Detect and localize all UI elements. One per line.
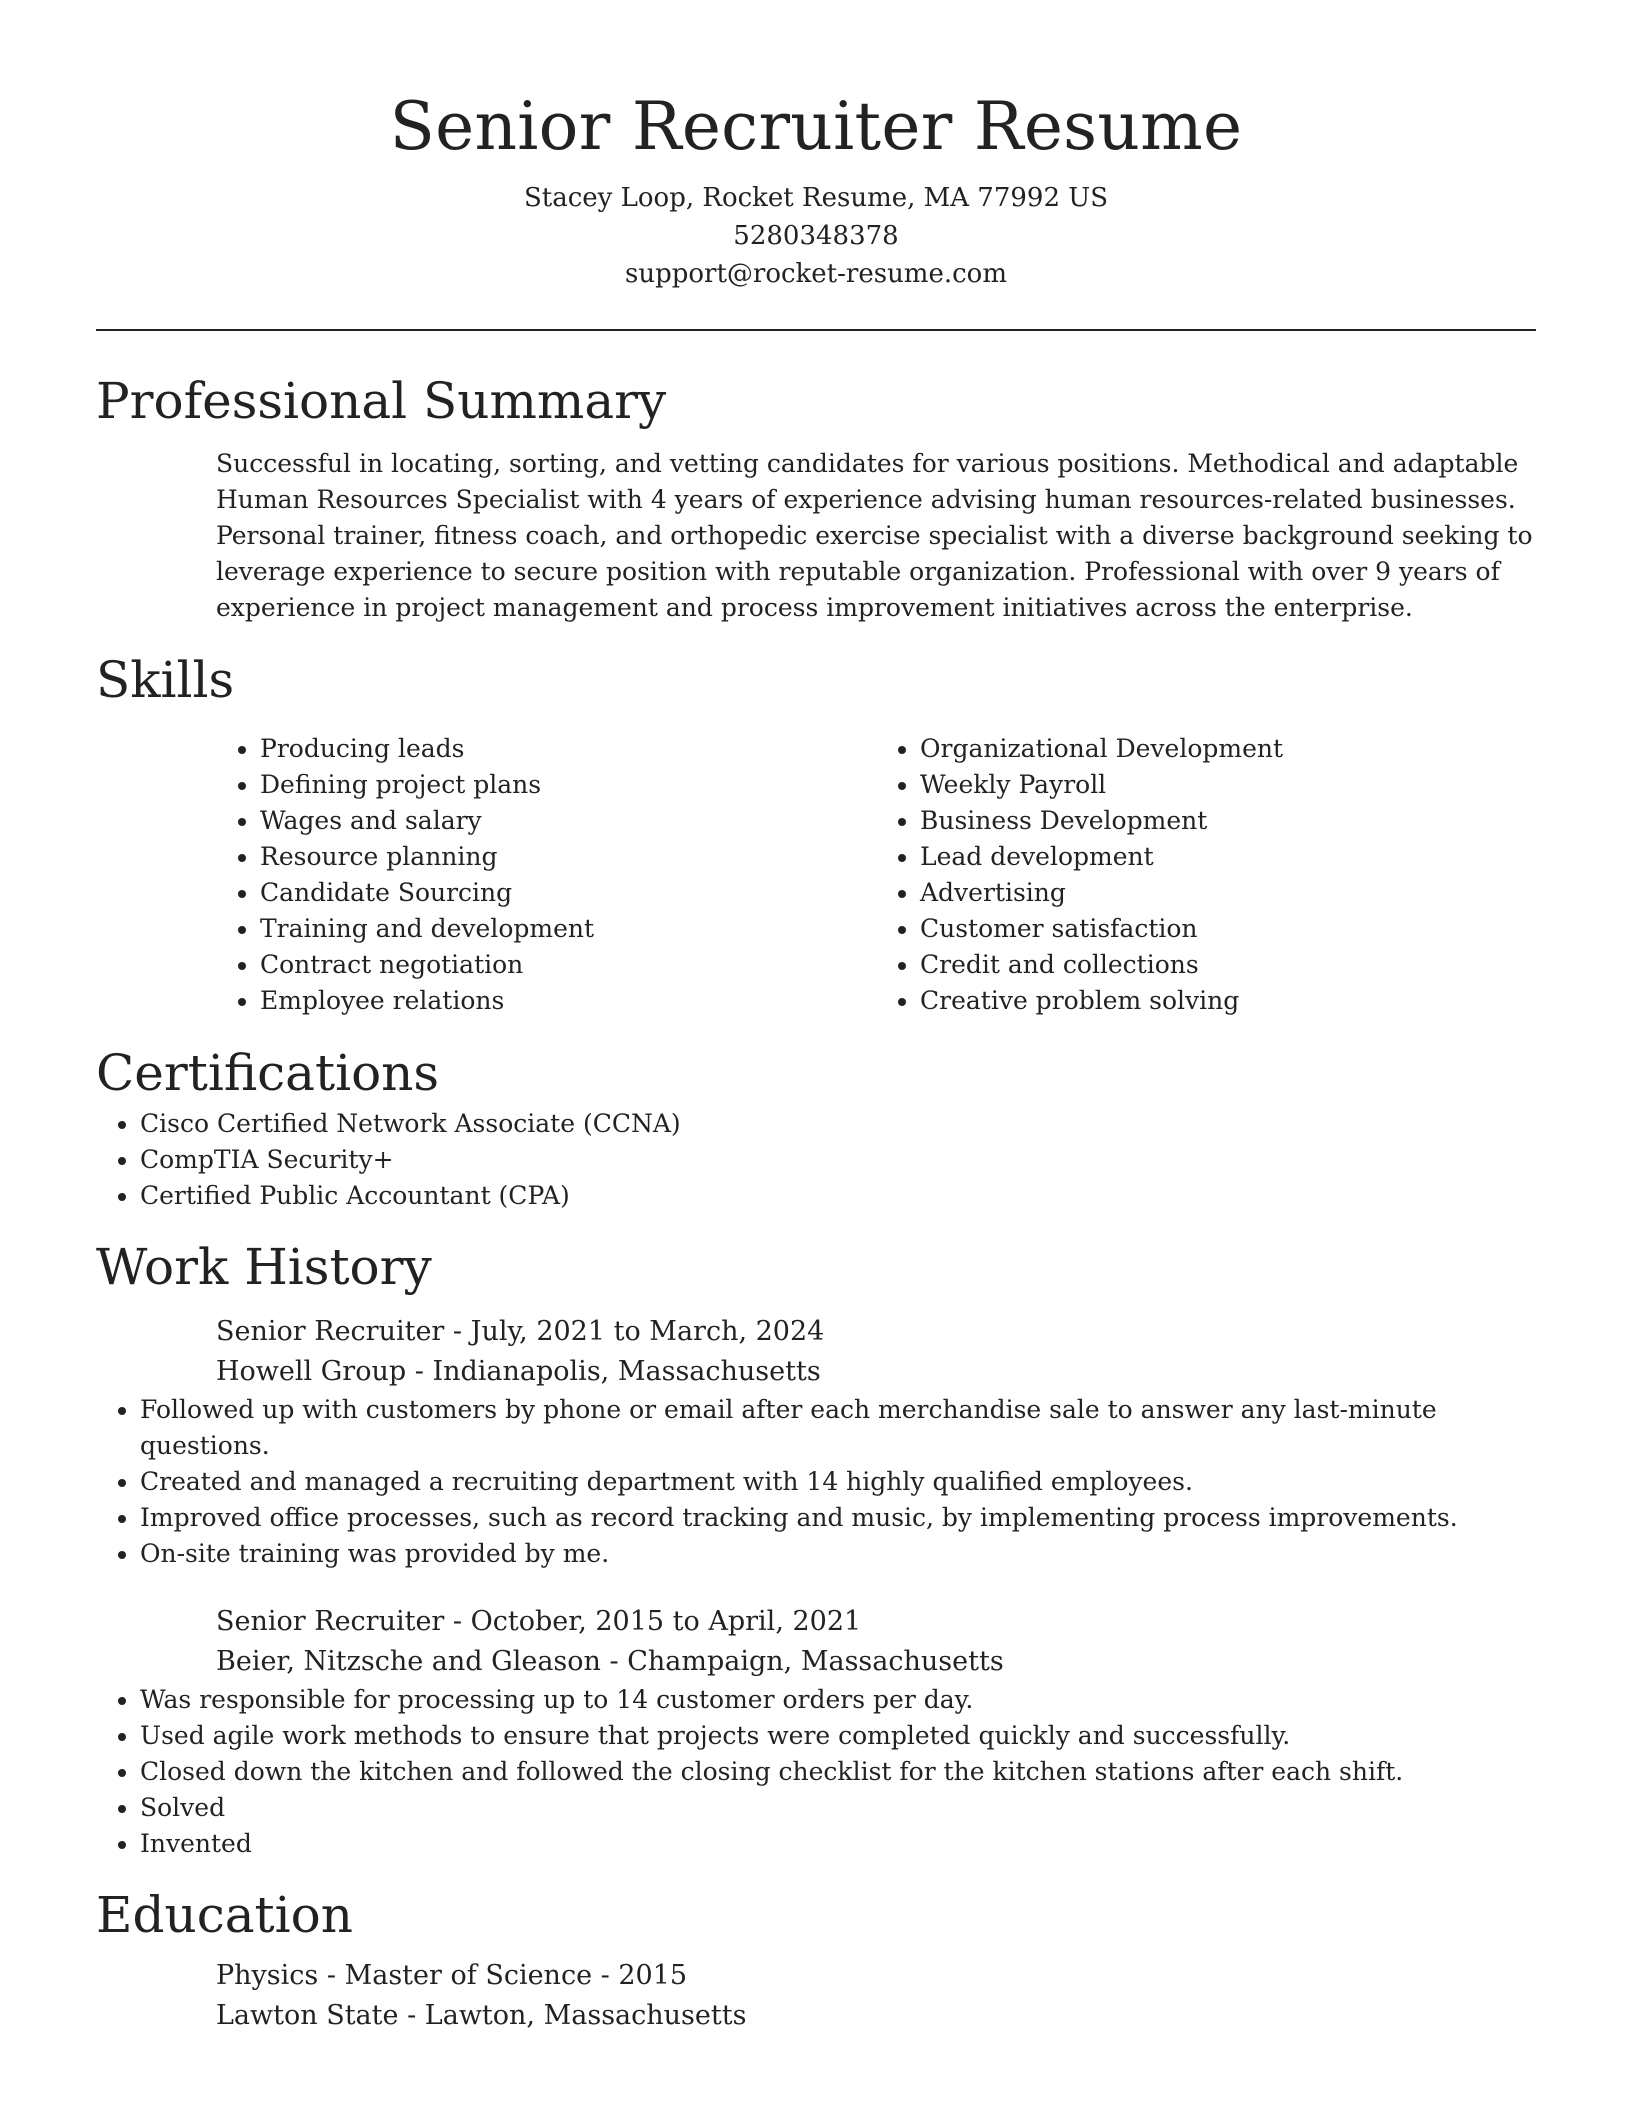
skill-item: • Creative problem solving: [920, 983, 1536, 1019]
job-title-line: Senior Recruiter - October, 2015 to April, 2021: [216, 1606, 862, 1637]
job-title: Senior Recruiter: [216, 1316, 445, 1347]
education-degree-line: Physics - Master of Science - 2015: [216, 1960, 688, 1991]
job-company: Howell Group: [216, 1356, 407, 1387]
section-heading-summary: Professional Summary: [96, 372, 667, 430]
job-title-line: Senior Recruiter - July, 2021 to March, 2024: [216, 1316, 825, 1347]
skill-item: • Customer satisfaction: [920, 911, 1536, 947]
job-duty: • Was responsible for processing up to 14 customer orders per day.: [140, 1682, 1536, 1718]
certifications-list: [96, 1106, 1536, 1214]
job-duty: • Invented: [140, 1826, 1536, 1862]
job-entry: [216, 1602, 1536, 1682]
section-heading-certifications: Certifications: [96, 1044, 440, 1102]
certification-item: • Cisco Certified Network Associate (CCNA): [140, 1106, 1536, 1142]
job-location: Champaign, Massachusetts: [627, 1646, 1004, 1677]
skills-column-left: [216, 731, 876, 1019]
skill-item: • Organizational Development: [920, 731, 1536, 767]
job-dates: October, 2015 to April, 2021: [470, 1606, 862, 1637]
job-duty: • Improved office processes, such as record tracking and music, by implementing process improvements.: [140, 1500, 1536, 1536]
resume-page: [96, 0, 1536, 2036]
skill-item: • Resource planning: [260, 839, 876, 875]
education-location: Lawton, Massachusetts: [424, 2000, 747, 2031]
skill-item: • Weekly Payroll: [920, 767, 1536, 803]
skill-item: • Credit and collections: [920, 947, 1536, 983]
contact-email: support@rocket-resume.com: [624, 259, 1007, 289]
contact-phone: 5280348378: [733, 221, 899, 251]
skill-item: • Lead development: [920, 839, 1536, 875]
skill-item: • Wages and salary: [260, 803, 876, 839]
skill-item: • Defining project plans: [260, 767, 876, 803]
education-entry: [216, 1956, 1536, 2036]
job-duty: • Solved: [140, 1790, 1536, 1826]
certification-item: • CompTIA Security+: [140, 1142, 1536, 1178]
skill-item: • Business Development: [920, 803, 1536, 839]
skills-list: [216, 731, 1536, 1019]
job-duty: • On-site training was provided by me.: [140, 1536, 1536, 1572]
job-duty: • Used agile work methods to ensure that projects were completed quickly and successfully.: [140, 1718, 1536, 1754]
skill-item: • Contract negotiation: [260, 947, 876, 983]
job-duty: • Closed down the kitchen and followed the closing checklist for the kitchen stations after each shift.: [140, 1754, 1536, 1790]
section-heading-education: Education: [96, 1886, 353, 1944]
job-duties-list: [96, 1392, 1536, 1572]
education-field: Physics: [216, 1960, 319, 1991]
job-location: Indianapolis, Massachusetts: [432, 1356, 821, 1387]
job-duties-list: [96, 1682, 1536, 1862]
skills-column-right: [876, 731, 1536, 1019]
job-entry: [216, 1312, 1536, 1392]
job-company-line: Howell Group - Indianapolis, Massachusetts: [216, 1356, 821, 1387]
education-school-line: Lawton State - Lawton, Massachusetts: [216, 2000, 747, 2031]
summary-text: Successful in locating, sorting, and vetting candidates for various positions. Methodical and adaptable Human Resources Specialist with 4 years of experience advising human resources-related businesses. Personal trainer, fitness coach, and orthopedic exercise specialist with a diverse background seeking to leverage experience to secure position with reputable organization. Professional with over 9 years of experience in project management and process improvement initiatives across the enterprise.: [216, 449, 1533, 622]
job-title: Senior Recruiter: [216, 1606, 445, 1637]
contact-info: [96, 179, 1536, 293]
section-heading-skills: Skills: [96, 651, 235, 709]
skill-item: • Training and development: [260, 911, 876, 947]
section-heading-work-history: Work History: [96, 1238, 432, 1296]
education-degree: Master of Science: [344, 1960, 593, 1991]
contact-address: Stacey Loop, Rocket Resume, MA 77992 US: [523, 183, 1109, 213]
resume-title: Senior Recruiter Resume: [389, 88, 1243, 165]
skill-item: • Producing leads: [260, 731, 876, 767]
skill-item: • Employee relations: [260, 983, 876, 1019]
education-year: 2015: [618, 1960, 688, 1991]
header-divider: [96, 329, 1536, 331]
certification-item: • Certified Public Accountant (CPA): [140, 1178, 1536, 1214]
job-company: Beier, Nitzsche and Gleason: [216, 1646, 601, 1677]
skill-item: • Candidate Sourcing: [260, 875, 876, 911]
job-company-line: Beier, Nitzsche and Gleason - Champaign, Massachusetts: [216, 1646, 1004, 1677]
job-dates: July, 2021 to March, 2024: [470, 1316, 825, 1347]
education-school: Lawton State: [216, 2000, 399, 2031]
job-duty: • Followed up with customers by phone or email after each merchandise sale to answer any last-minute questions.: [140, 1392, 1536, 1464]
job-duty: • Created and managed a recruiting department with 14 highly qualified employees.: [140, 1464, 1536, 1500]
skill-item: • Advertising: [920, 875, 1536, 911]
